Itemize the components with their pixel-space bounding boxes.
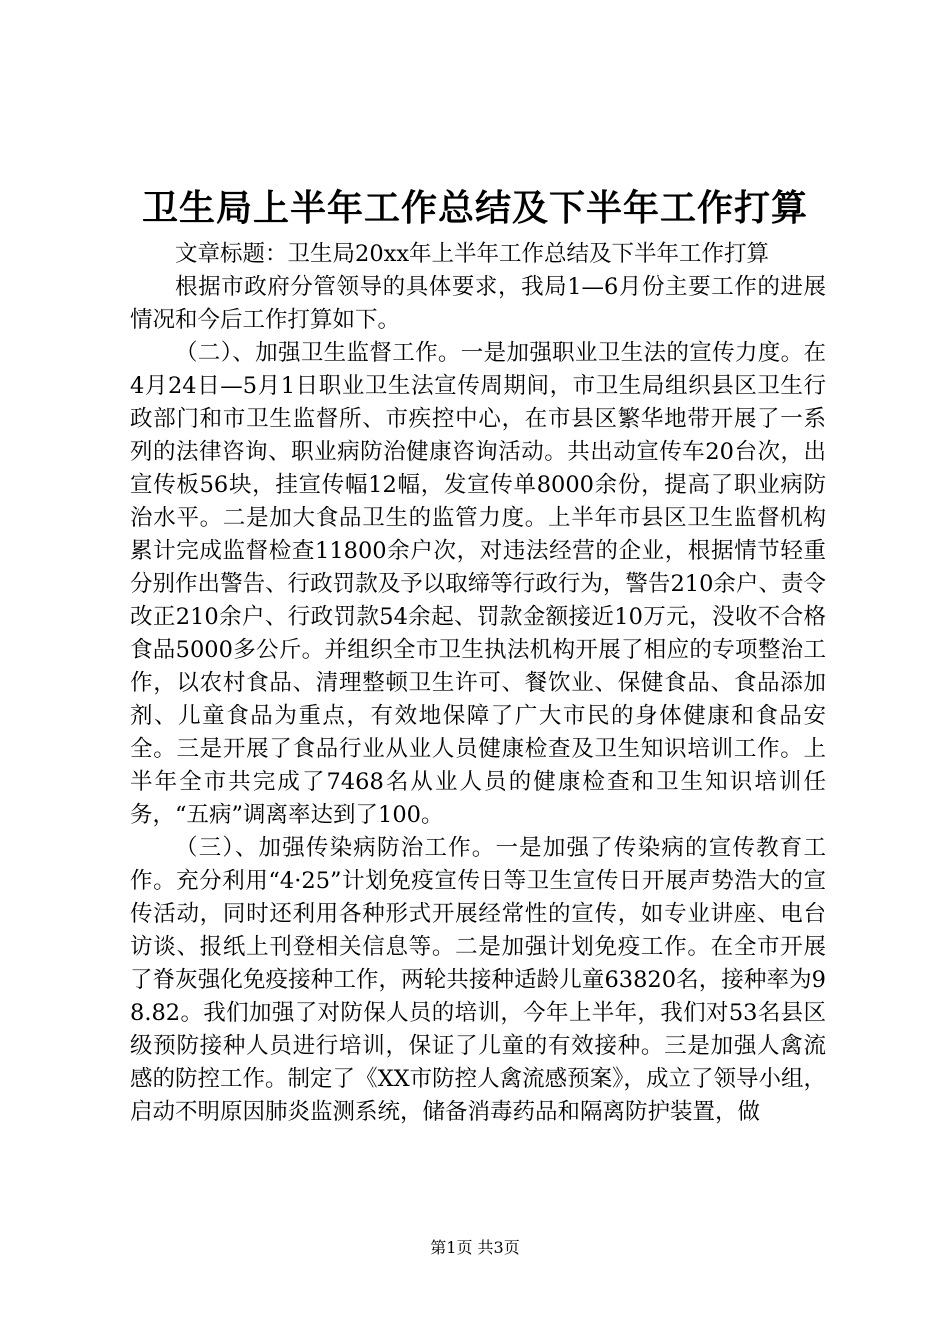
document-title: 卫生局上半年工作总结及下半年工作打算 (141, 187, 808, 229)
page-footer: 第1页 共3页 (430, 1238, 520, 1257)
document-body (130, 238, 826, 1129)
paragraph-infectious-disease: （三）、加强传染病防治工作。一是加强了传染病的宣传教育工作。充分利用“4·25”计划免疫宣传日等卫生宣传日开展声势浩大的宣传活动，同时还利用各种形式开展经常性的宣传，如专业讲座、电台访谈、报纸上刊登相关信息等。二是加强计划免疫工作。在全市开展了脊灰强化免疫接种工作，两轮共接种适龄儿童63820名，接种率为98.82。我们加强了对防保人员的培训，今年上半年，我们对53名县区级预防接种人员进行培训，保证了儿童的有效接种。三是加强人禽流感的防控工作。制定了《XX市防控人禽流感预案》，成立了领导小组，启动不明原因肺炎监测系统，储备消毒药品和隔离防护装置，做 (130, 835, 826, 1125)
paragraph-intro: 根据市政府分管领导的具体要求，我局1—6月份主要工作的进展情况和今后工作打算如下。 (130, 274, 826, 333)
paragraph-health-supervision: （二）、加强卫生监督工作。一是加强职业卫生法的宣传力度。在4月24日—5月1日职业卫生法宣传周期间，市卫生局组织县区卫生行政部门和市卫生监督所、市疾控中心，在市县区繁华地带开展了一系列的法律咨询、职业病防治健康咨询活动。共出动宣传车20台次，出宣传板56块，挂宣传幅12幅，发宣传单8000余份，提高了职业病防治水平。二是加大食品卫生的监管力度。上半年市县区卫生监督机构累计完成监督检查11800余户次，对违法经营的企业，根据情节轻重分别作出警告、行政罚款及予以取缔等行政行为，警告210余户、责令改正210余户、行政罚款54余起、罚款金额接近10万元，没收不合格食品5000多公斤。并组织全市卫生执法机构开展了相应的专项整治工作，以农村食品、清理整顿卫生许可、餐饮业、保健食品、食品添加剂、儿童食品为重点，有效地保障了广大市民的身体健康和食品安全。三是开展了食品行业从业人员健康检查及卫生知识培训工作。上半年全市共完成了7468名从业人员的健康检查和卫生知识培训任务，“五病”调离率达到了100。 (130, 340, 826, 828)
paragraph-article-title: 文章标题：卫生局20xx年上半年工作总结及下半年工作打算 (175, 241, 770, 267)
